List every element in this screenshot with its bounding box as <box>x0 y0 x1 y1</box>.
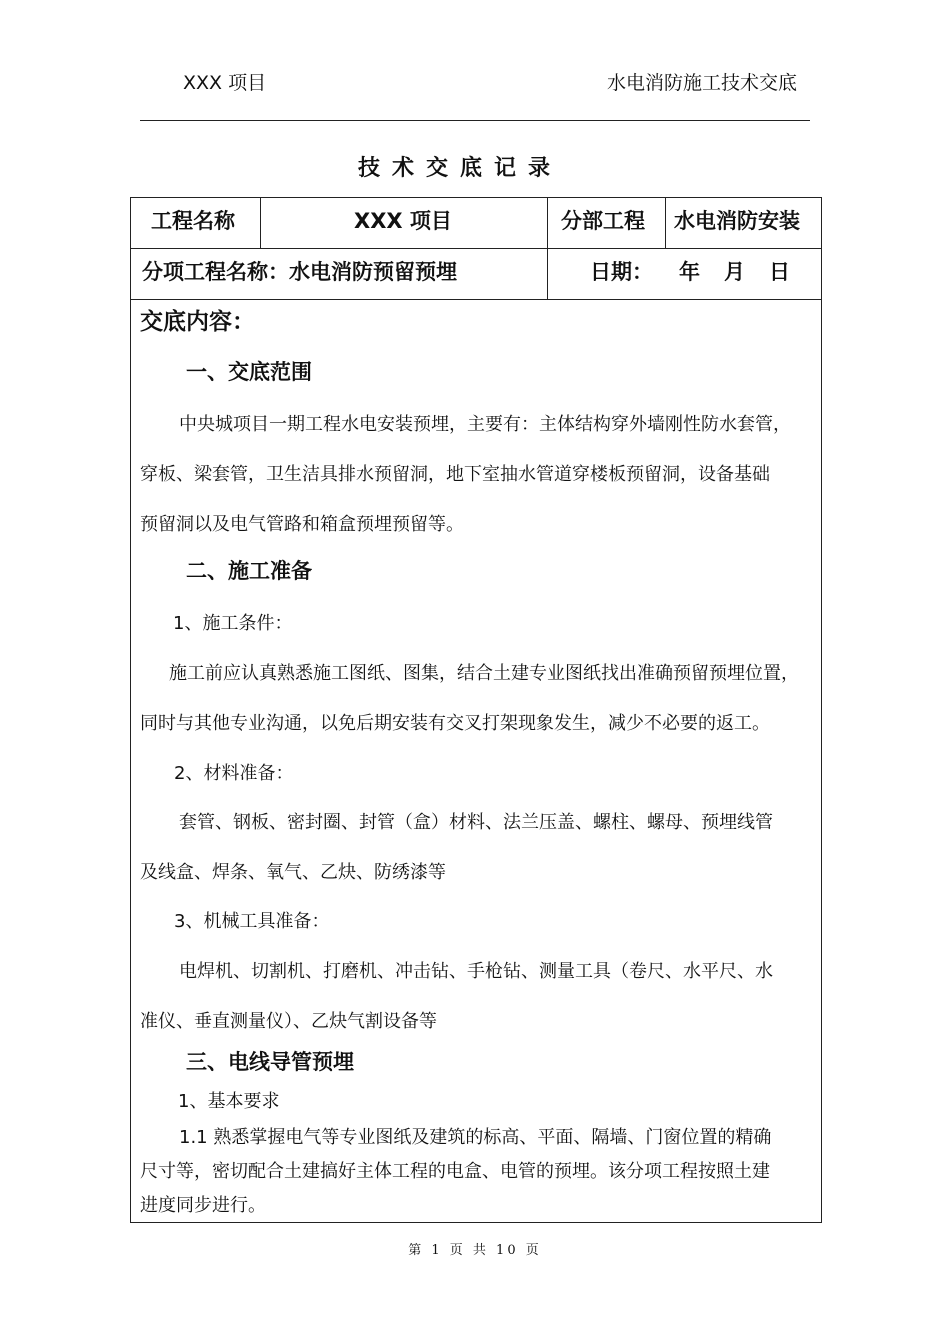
header-project-name: XXX 项目 <box>183 72 267 94</box>
row-divider <box>131 248 821 249</box>
project-name-value: XXX 项目 <box>354 209 452 233</box>
header-document-type: 水电消防施工技术交底 <box>607 72 798 94</box>
subsection-title: 2、材料准备： <box>174 763 294 784</box>
date-year: 年 <box>679 260 700 284</box>
column-divider <box>547 198 548 299</box>
project-name-label: 工程名称 <box>151 209 235 233</box>
paragraph-line: 预留洞以及电气管路和箱盒预埋预留等。 <box>140 514 464 535</box>
paragraph-line: 中央城项目一期工程水电安装预埋，主要有：主体结构穿外墙刚性防水套管， <box>179 414 791 435</box>
paragraph-line: 套管、钢板、密封圈、封管（盒）材料、法兰压盖、螺柱、螺母、预埋线管 <box>179 812 773 833</box>
subsection-title: 1、基本要求 <box>178 1091 280 1112</box>
paragraph-line: 准仪、垂直测量仪）、乙炔气割设备等 <box>140 1011 437 1032</box>
section-title: 二、施工准备 <box>186 559 312 583</box>
paragraph-line: 同时与其他专业沟通，以免后期安装有交叉打架现象发生，减少不必要的返工。 <box>140 713 770 734</box>
date-label: 日期： <box>590 260 653 284</box>
paragraph-line: 尺寸等，密切配合土建搞好主体工程的电盒、电管的预埋。该分项工程按照土建 <box>140 1161 770 1182</box>
paragraph-line: 穿板、梁套管，卫生洁具排水预留洞，地下室抽水管道穿楼板预留洞，设备基础 <box>140 464 770 485</box>
page-title: 技术交底记录 <box>357 156 562 181</box>
sub-project-value: 水电消防安装 <box>674 209 800 233</box>
subsection-title: 1、施工条件： <box>173 613 293 634</box>
header-rule <box>140 120 810 121</box>
paragraph-line: 施工前应认真熟悉施工图纸、图集，结合土建专业图纸找出准确预留预埋位置， <box>169 663 799 684</box>
subsection-title: 3、机械工具准备： <box>174 911 330 932</box>
sub-project-label: 分部工程 <box>561 209 645 233</box>
date-day: 日 <box>769 260 790 284</box>
column-divider <box>665 198 666 248</box>
item-name: 分项工程名称：水电消防预留预埋 <box>142 260 457 284</box>
date-month: 月 <box>724 260 745 284</box>
row-divider <box>131 299 821 300</box>
section-title: 三、电线导管预埋 <box>186 1050 354 1074</box>
section-title: 一、交底范围 <box>186 360 312 384</box>
paragraph-line: 进度同步进行。 <box>140 1195 266 1216</box>
content-heading: 交底内容： <box>140 309 255 335</box>
paragraph-line: 电焊机、切割机、打磨机、冲击钻、手枪钻、测量工具（卷尺、水平尺、水 <box>179 961 773 982</box>
paragraph-line: 1.1 熟悉掌握电气等专业图纸及建筑的标高、平面、隔墙、门窗位置的精确 <box>179 1127 772 1148</box>
paragraph-line: 及线盒、焊条、氧气、乙炔、防绣漆等 <box>140 862 446 883</box>
column-divider <box>260 198 261 248</box>
page-number: 第 1 页 共 10 页 <box>408 1243 542 1258</box>
